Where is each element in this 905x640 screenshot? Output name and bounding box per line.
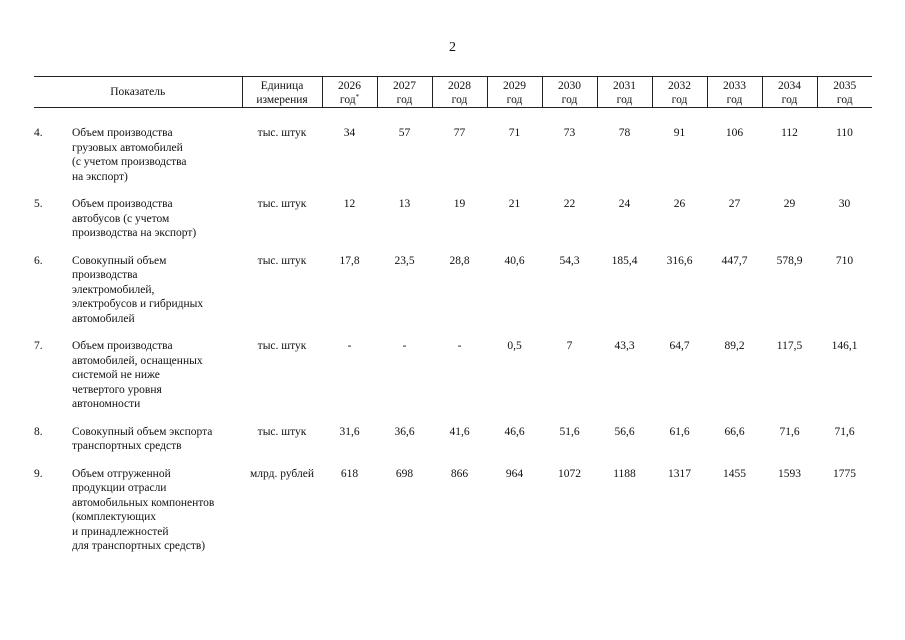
header-year-word: год [616,94,633,106]
header-year-word: год [671,94,688,106]
table-row [34,425,872,454]
row-unit: млрд. рублей [250,467,314,480]
row-value-2029: 46,6 [504,425,525,438]
table-row [34,467,872,554]
header-year-word: год [451,94,468,106]
table-header-row [34,77,872,108]
header-year-2028 [432,77,487,108]
header-unit: Единица измерения [242,77,322,108]
row-value-2026: 12 [343,198,356,210]
row-value-2029: 21 [508,198,521,210]
header-year-2029 [487,77,542,108]
row-value-2031: 24 [618,198,631,210]
header-year-value: 2029 [503,80,527,92]
row-value-2034: 578,9 [776,254,803,267]
row-value-2027: 13 [398,198,411,210]
row-indicator-name: Совокупный объем экспорта транспортных средств [72,425,213,452]
header-year-value: 2027 [393,80,417,92]
row-value-2034: 112 [781,127,798,139]
table-row [34,126,872,184]
row-value-2031: 78 [618,127,631,139]
row-value-2029: 71 [508,127,521,139]
header-year-word: год [726,94,743,106]
header-year-2035 [817,77,872,108]
row-value-2034: 1593 [778,467,802,480]
row-indicator-name: Объем отгруженной продукции отрасли автомобильных компонентов (комплектующих и принадлежностей для транспортных средств) [72,467,215,552]
row-value-2032: 64,7 [669,340,690,352]
header-year-word: год [561,94,578,106]
row-value-2035: 146,1 [831,340,858,352]
row-value-2035: 71,6 [834,425,855,438]
row-value-2027: 36,6 [394,425,415,438]
row-value-2030: 1072 [558,467,582,480]
row-value-2035: 1775 [833,467,857,480]
row-value-2028: 866 [450,467,469,480]
row-value-2035: 710 [835,254,854,267]
row-value-2033: 66,6 [724,425,745,438]
header-year-2033 [707,77,762,108]
row-number: 4. [34,127,43,139]
table-row [34,254,872,327]
row-value-2035: 30 [838,198,851,210]
row-value-2028: - [457,340,462,352]
row-value-2026: - [347,340,352,352]
row-value-2031: 56,6 [614,425,635,438]
row-number: 7. [34,340,43,352]
header-year-value: 2034 [778,80,802,92]
row-value-2032: 1317 [668,467,692,480]
row-number: 9. [34,467,43,480]
table-body [34,108,872,554]
row-value-2031: 1188 [613,467,636,480]
row-value-2033: 106 [725,127,744,139]
indicators-table [34,76,872,554]
row-unit: тыс. штук [257,254,307,267]
header-year-value: 2035 [833,80,857,92]
row-value-2026: 34 [343,127,356,139]
header-year-2034 [762,77,817,108]
row-value-2028: 28,8 [449,254,470,267]
row-value-2030: 7 [566,340,573,352]
header-year-word: год [836,94,853,106]
row-value-2033: 1455 [723,467,747,480]
header-year-2032 [652,77,707,108]
row-value-2035: 110 [836,127,853,139]
row-unit: тыс. штук [257,127,307,139]
header-year-2027 [377,77,432,108]
row-value-2033: 27 [728,198,741,210]
row-indicator-name: Объем производства автомобилей, оснащенных системой не ниже четвертого уровня автономности [72,340,203,410]
row-value-2033: 89,2 [724,340,745,352]
row-value-2032: 316,6 [666,254,693,267]
row-unit: тыс. штук [257,425,307,438]
header-year-value: 2031 [613,80,637,92]
header-year-word: год [781,94,798,106]
row-value-2027: - [402,340,407,352]
header-year-value: 2032 [668,80,692,92]
row-value-2027: 23,5 [394,254,415,267]
header-indicator: Показатель [34,77,242,108]
header-year-value: 2026 [338,80,362,92]
row-value-2034: 117,5 [776,340,803,352]
row-value-2029: 0,5 [507,340,522,352]
row-value-2034: 29 [783,198,796,210]
row-value-2033: 447,7 [721,254,748,267]
header-year-2026 [322,77,377,108]
row-value-2030: 22 [563,198,576,210]
row-value-2028: 41,6 [449,425,470,438]
row-value-2030: 51,6 [559,425,580,438]
header-year-word: год [396,94,413,106]
row-value-2026: 31,6 [339,425,360,438]
header-year-word: год [339,94,356,106]
row-value-2030: 73 [563,127,576,139]
row-indicator-name: Объем производства автобусов (с учетом производства на экспорт) [72,198,197,239]
row-unit: тыс. штук [257,198,307,210]
row-value-2031: 43,3 [614,340,635,352]
row-value-2028: 19 [453,198,466,210]
header-year-word: год [506,94,523,106]
header-year-value: 2033 [723,80,747,92]
header-year-2030 [542,77,597,108]
row-value-2026: 618 [340,467,359,480]
table-row [34,339,872,412]
row-value-2027: 698 [395,467,414,480]
row-number: 8. [34,425,43,438]
footnote-marker: * [355,93,360,101]
row-value-2032: 91 [673,127,686,139]
row-value-2032: 26 [673,198,686,210]
row-value-2029: 40,6 [504,254,525,267]
row-value-2029: 964 [505,467,524,480]
row-indicator-name: Объем производства грузовых автомобилей (с учетом производства на экспорт) [72,127,187,183]
row-value-2027: 57 [398,127,411,139]
header-year-value: 2028 [448,80,472,92]
row-number: 6. [34,254,43,267]
row-value-2026: 17,8 [339,254,360,267]
row-value-2032: 61,6 [669,425,690,438]
row-indicator-name: Совокупный объем производства электромобилей, электробусов и гибридных автомобилей [72,254,204,325]
table-row [34,197,872,241]
header-year-2031 [597,77,652,108]
row-value-2034: 71,6 [779,425,800,438]
row-unit: тыс. штук [257,340,307,352]
row-number: 5. [34,198,43,210]
row-value-2028: 77 [453,127,466,139]
page-number: 2 [449,40,456,55]
row-value-2031: 185,4 [611,254,638,267]
header-year-value: 2030 [558,80,582,92]
row-value-2030: 54,3 [559,254,580,267]
